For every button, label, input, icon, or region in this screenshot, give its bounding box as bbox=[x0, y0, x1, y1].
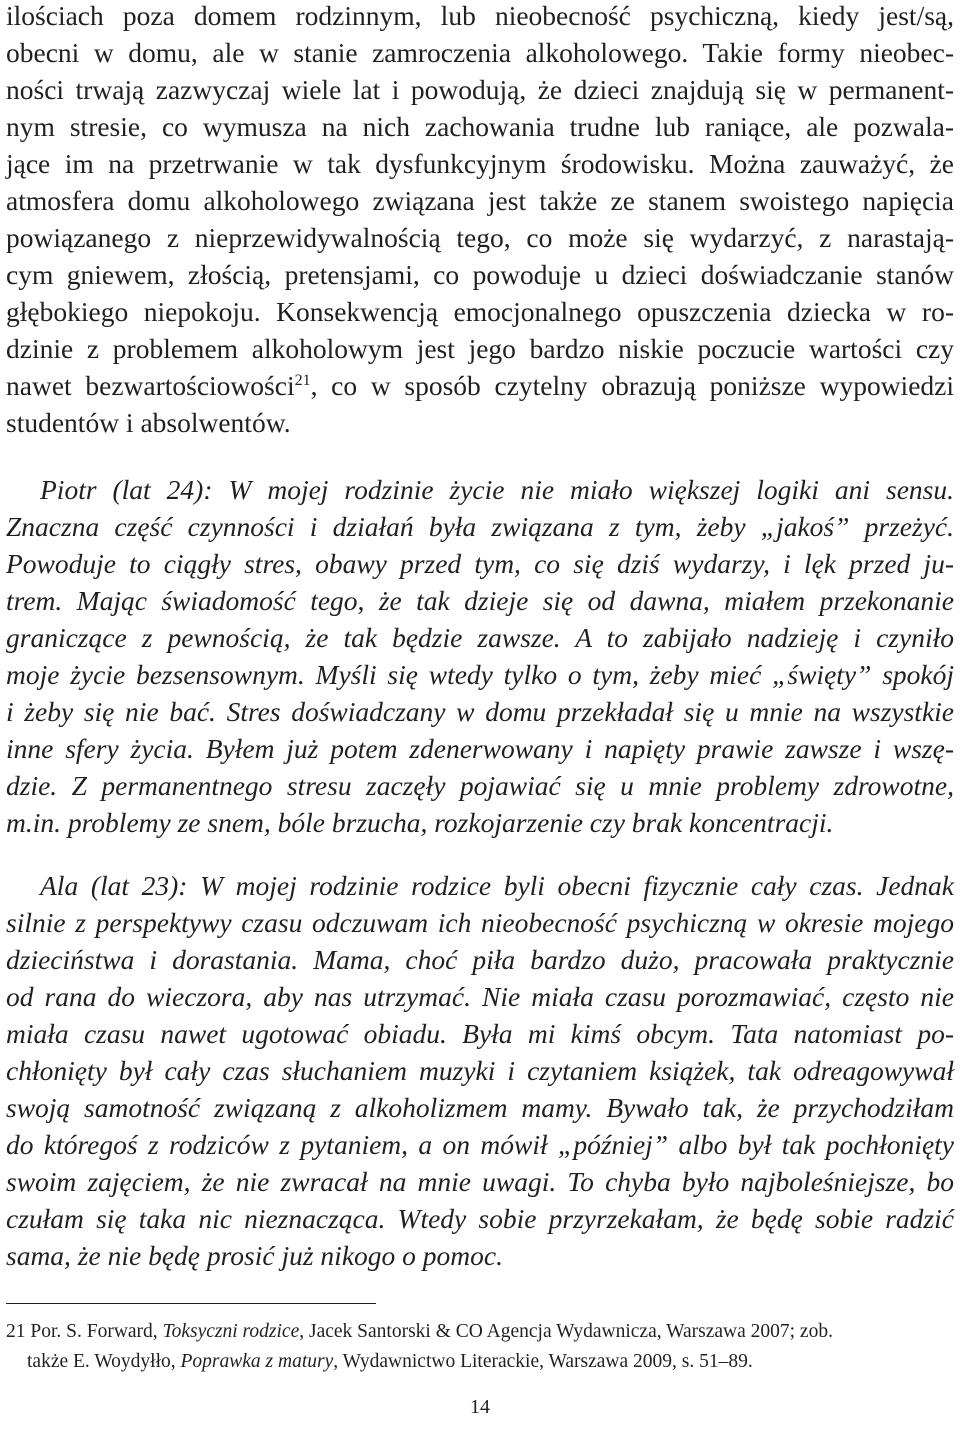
footnote-title: Poprawka z matury bbox=[180, 1351, 334, 1372]
footnote-line-2 bbox=[6, 1347, 954, 1377]
footnote-text: , Jacek Santorski & CO Agencja Wydawnicza, Warszawa 2007; zob. bbox=[299, 1321, 833, 1342]
quote-line: moje życie bezsensownym. Myśli się wtedy tylko o tym, żeby mieć „święty” spokój bbox=[6, 659, 954, 690]
body-line: cym gniewem, złością, pretensjami, co powoduje u dzieci doświadczanie stanów bbox=[6, 259, 954, 290]
footnote-text: 21 Por. S. Forward, bbox=[6, 1321, 163, 1342]
body-line: jące im na przetrwanie w tak dysfunkcyjnym środowisku. Można zauważyć, że bbox=[6, 148, 954, 179]
body-line: studentów i absolwentów. bbox=[6, 407, 291, 438]
quote-line: czułam się taka nic nieznacząca. Wtedy sobie przyrzekałam, że będę sobie radzić bbox=[6, 1203, 954, 1234]
quote-line: swoim zajęciem, że nie zwracał na mnie uwagi. To chyba było najboleśniejsze, bo bbox=[6, 1166, 954, 1197]
quote-line: trem. Mając świadomość tego, że tak dzieje się od dawna, miałem przekonanie bbox=[6, 585, 954, 616]
quote-line: dzieciństwa i dorastania. Mama, choć piła bardzo dużo, pracowała praktycznie bbox=[6, 944, 954, 975]
footnote-reference: 21 bbox=[294, 372, 311, 389]
footnote-text: także E. Woydyłło, bbox=[27, 1351, 181, 1372]
body-line: ilościach poza domem rodzinnym, lub nieobecność psychiczną, kiedy jest/są, bbox=[6, 0, 954, 31]
quote-line: i żeby się nie bać. Stres doświadczany w domu przekładał się u mnie na wszystkie bbox=[6, 696, 954, 727]
quote-line: do któregoś z rodziców z pytaniem, a on mówił „później” albo był tak pochłonięty bbox=[6, 1129, 954, 1160]
quote-line: chłonięty był cały czas słuchaniem muzyki i czytaniem książek, tak odreagowywał bbox=[6, 1055, 954, 1086]
quote-line: silnie z perspektywy czasu odczuwam ich nieobecność psychiczną w okresie mojego bbox=[6, 907, 954, 938]
body-line-text: , co w sposób czytelny obrazują poniższe wypowiedzi bbox=[310, 370, 954, 401]
footnote-line-1 bbox=[6, 1317, 954, 1347]
body-line bbox=[6, 366, 954, 406]
body-line: głębokiego niepokoju. Konsekwencją emocjonalnego opuszczenia dziecka w ro- bbox=[6, 296, 954, 327]
body-line: dzinie z problemem alkoholowym jest jego bardzo niskie poczucie wartości czy bbox=[6, 333, 954, 364]
quote-line: sama, że nie będę prosić już nikogo o pomoc. bbox=[6, 1240, 503, 1271]
quote-line: dzie. Z permanentnego stresu zaczęły pojawiać się u mnie problemy zdrowotne, bbox=[6, 770, 954, 801]
quote-line: Znaczna część czynności i działań była związana z tym, żeby „jakoś” przeżyć. bbox=[6, 511, 954, 542]
body-line: powiązanego z nieprzewidywalnością tego, co może się wydarzyć, z narastają- bbox=[6, 222, 954, 253]
footnote-divider bbox=[6, 1303, 376, 1304]
quote-line: graniczące z pewnością, że tak będzie zawsze. A to zabijało nadzieję i czyniło bbox=[6, 622, 954, 653]
body-line: ności trwają zazwyczaj wiele lat i powodują, że dzieci znajdują się w permanent- bbox=[6, 74, 954, 105]
footnote-title: Toksyczni rodzice bbox=[162, 1321, 300, 1342]
quote-line: Piotr (lat 24): W mojej rodzinie życie nie miało większej logiki ani sensu. bbox=[40, 474, 954, 505]
quote-line: Ala (lat 23): W mojej rodzinie rodzice byli obecni fizycznie cały czas. Jednak bbox=[40, 870, 954, 901]
quote-line: Powoduje to ciągły stres, obawy przed tym, co się dziś wydarzy, i lęk przed ju- bbox=[6, 548, 954, 579]
quote-line: m.in. problemy ze snem, bóle brzucha, rozkojarzenie czy brak koncentracji. bbox=[6, 807, 834, 838]
body-line: obecni w domu, ale w stanie zamroczenia alkoholowego. Takie formy nieobec- bbox=[6, 37, 954, 68]
quote-line: swoją samotność związaną z alkoholizmem mamy. Bywało tak, że przychodziłam bbox=[6, 1092, 954, 1123]
quote-line: inne sfery życia. Byłem już potem zdenerwowany i napięty prawie zawsze i wszę- bbox=[6, 733, 954, 764]
page-number: 14 bbox=[470, 1396, 490, 1418]
quote-line: od rana do wieczora, aby nas utrzymać. Nie miała czasu porozmawiać, często nie bbox=[6, 981, 954, 1012]
body-line: nym stresie, co wymusza na nich zachowania trudne lub raniące, ale pozwala- bbox=[6, 111, 954, 142]
footnote-text: , Wydawnictwo Literackie, Warszawa 2009, s. 51–89. bbox=[333, 1351, 753, 1372]
body-line-text: nawet bezwartościowości bbox=[6, 370, 295, 401]
body-line: atmosfera domu alkoholowego związana jest także ze stanem swoistego napięcia bbox=[6, 185, 954, 216]
quote-line: miała czasu nawet ugotować obiadu. Była mi kimś obcym. Tata natomiast po- bbox=[6, 1018, 954, 1049]
